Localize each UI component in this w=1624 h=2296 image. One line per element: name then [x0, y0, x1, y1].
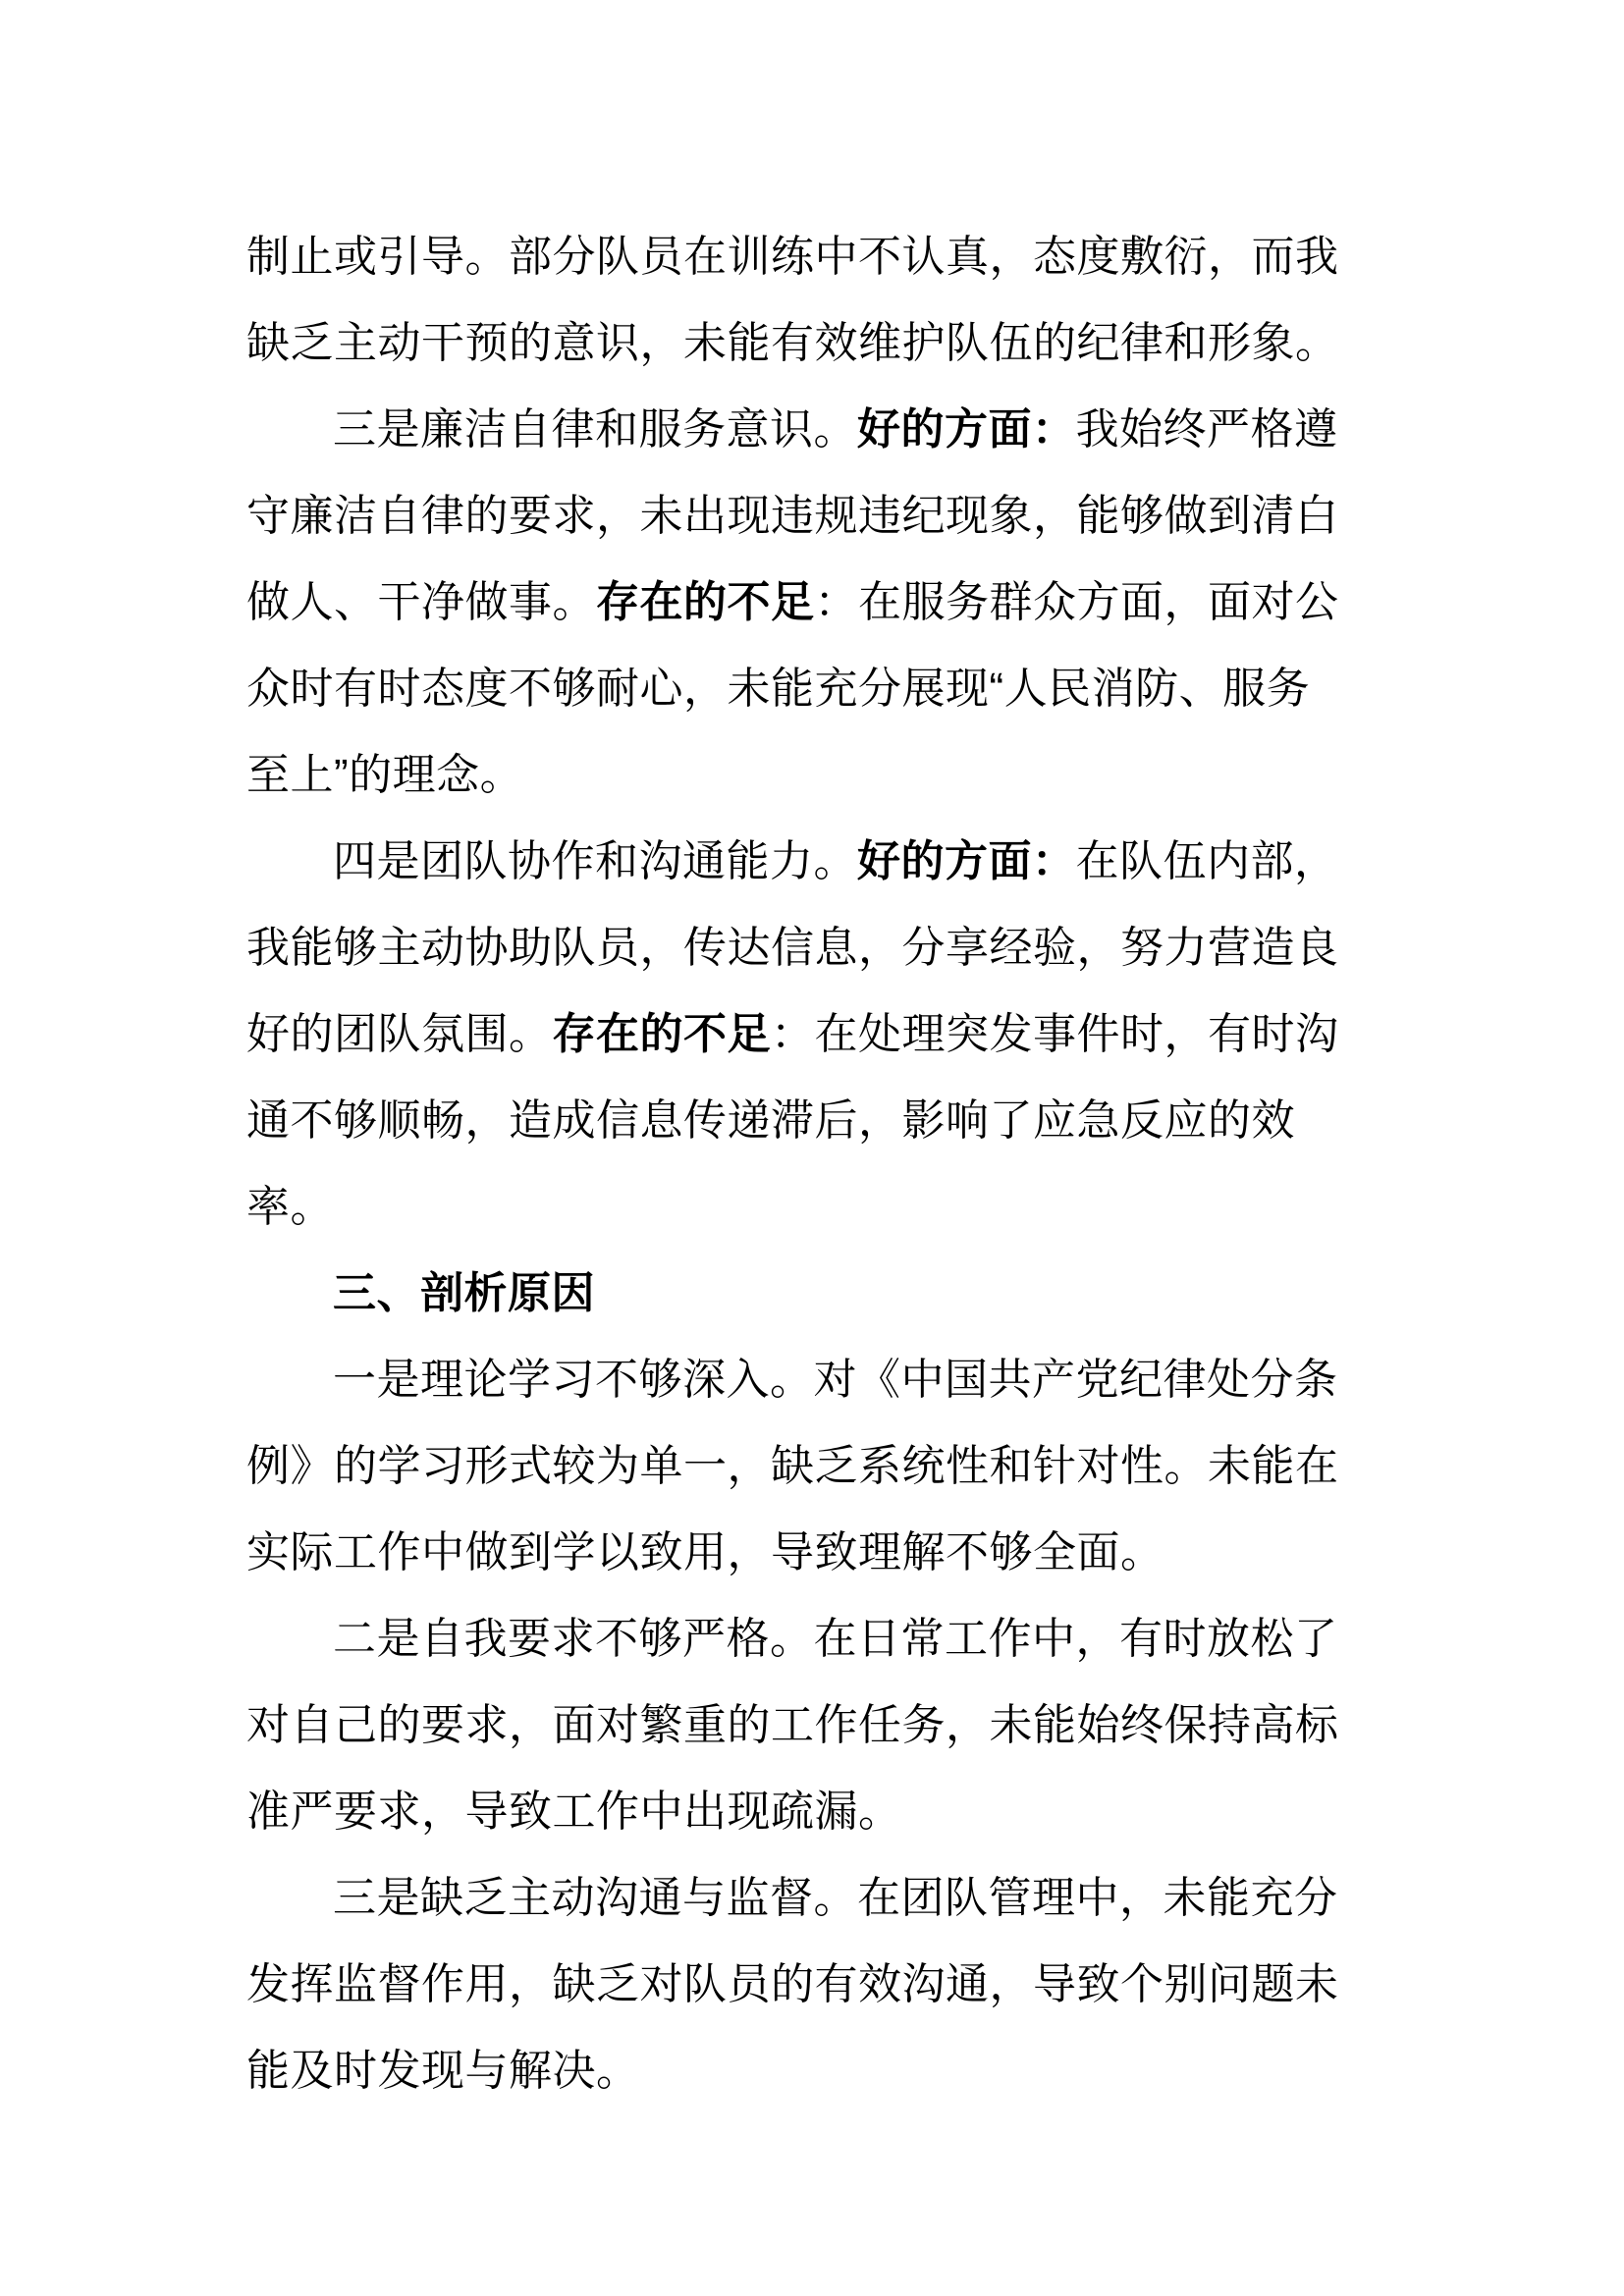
text-run: 我能够主动协助队员，传达信息，分享经验，努力营造良 — [246, 924, 1339, 972]
text-run-bold: 好的方面： — [857, 405, 1076, 454]
text-run: 一是理论学习不够深入。对《中国共产党纪律处分条 — [333, 1356, 1338, 1404]
text-run: 至上”的理念。 — [246, 751, 524, 799]
text-line — [246, 1510, 1467, 1596]
text-line — [246, 905, 1467, 991]
text-run: 我始终严格遵 — [1075, 405, 1338, 454]
text-line — [246, 1596, 1467, 1682]
text-run: 好的团队氛围。 — [246, 1010, 553, 1058]
text-run-bold: 好的方面： — [857, 837, 1076, 885]
text-run: ：在服务群众方面，面对公 — [814, 578, 1339, 626]
text-line — [246, 1164, 1467, 1251]
text-line — [246, 991, 1467, 1078]
text-line — [246, 1682, 1467, 1769]
text-line — [246, 300, 1467, 387]
text-run: 二是自我要求不够严格。在日常工作中，有时放松了 — [333, 1615, 1338, 1663]
text-run: 守廉洁自律的要求，未出现违规违纪现象，能够做到清白 — [246, 492, 1339, 540]
text-line — [246, 1942, 1467, 2028]
text-line — [246, 819, 1467, 905]
text-line — [246, 1078, 1467, 1164]
text-run-bold: 存在的不足 — [552, 1010, 771, 1058]
text-line — [246, 214, 1467, 300]
text-run: ：在处理突发事件时，有时沟 — [771, 1010, 1339, 1058]
text-line — [246, 387, 1467, 473]
section-heading — [246, 1251, 1467, 1337]
text-line — [246, 2028, 1467, 2114]
text-line — [246, 1337, 1467, 1423]
text-line — [246, 646, 1467, 732]
text-line — [246, 1423, 1467, 1510]
text-run: 三是廉洁自律和服务意识。 — [333, 405, 857, 454]
text-run: 做人、干净做事。 — [246, 578, 596, 626]
section-heading-text: 三、剖析原因 — [333, 1269, 595, 1317]
text-run: 通不够顺畅，造成信息传递滞后，影响了应急反应的效 — [246, 1096, 1295, 1145]
text-run: 众时有时态度不够耐心，未能充分展现“人民消防、服务 — [246, 665, 1311, 713]
text-run: 率。 — [246, 1183, 334, 1231]
text-run-bold: 存在的不足 — [596, 578, 815, 626]
text-run: 实际工作中做到学以致用，导致理解不够全面。 — [246, 1528, 1164, 1576]
text-run: 对自己的要求，面对繁重的工作任务，未能始终保持高标 — [246, 1701, 1339, 1749]
text-line — [246, 473, 1467, 560]
text-line — [246, 560, 1467, 646]
text-run: 在队伍内部， — [1075, 837, 1338, 885]
text-line — [246, 732, 1467, 819]
text-run: 能及时发现与解决。 — [246, 2047, 640, 2095]
text-run: 四是团队协作和沟通能力。 — [333, 837, 857, 885]
text-run: 发挥监督作用，缺乏对队员的有效沟通，导致个别问题未 — [246, 1960, 1339, 2008]
text-line — [246, 1855, 1467, 1942]
text-run: 三是缺乏主动沟通与监督。在团队管理中，未能充分 — [333, 1874, 1338, 1922]
text-run: 准严要求，导致工作中出现疏漏。 — [246, 1788, 902, 1836]
text-line — [246, 1769, 1467, 1855]
text-run: 制止或引导。部分队员在训练中不认真，态度敷衍，而我 — [246, 233, 1339, 281]
text-run: 例》的学习形式较为单一，缺乏系统性和针对性。未能在 — [246, 1442, 1339, 1490]
text-run: 缺乏主动干预的意识，未能有效维护队伍的纪律和形象。 — [246, 319, 1339, 367]
